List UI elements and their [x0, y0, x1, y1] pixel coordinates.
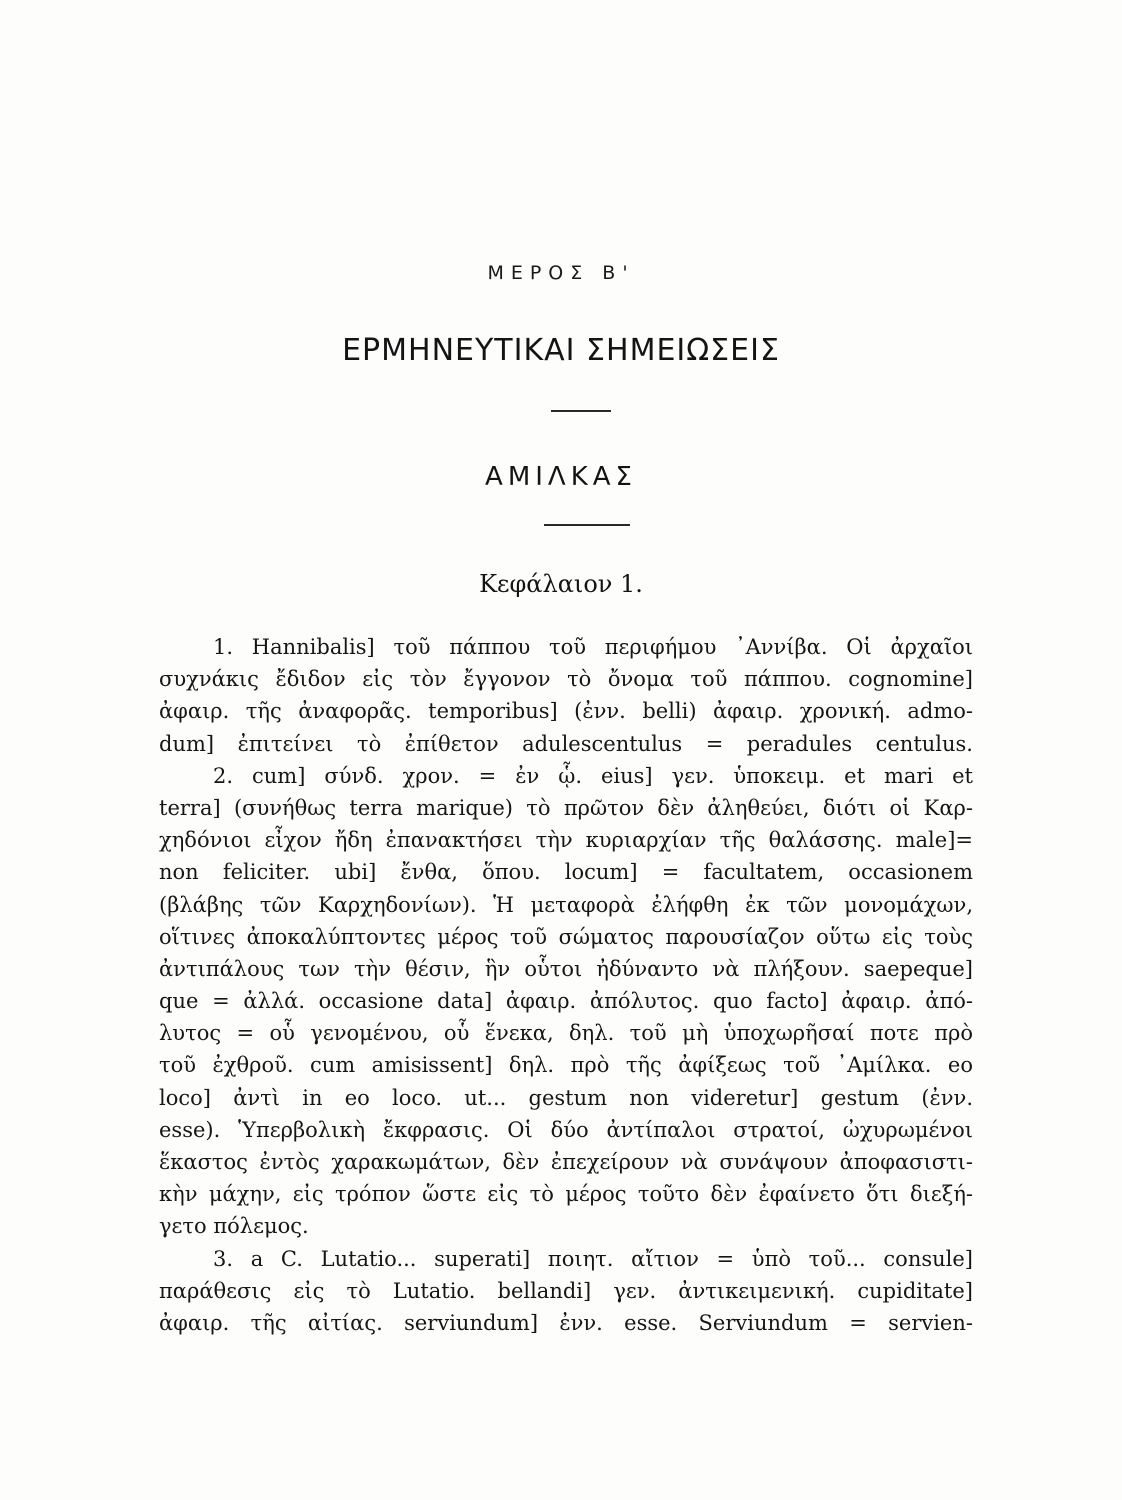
text-line: dum] ἐπιτείνει τὸ ἐπίθετον adulescentulus = peradules centulus.: [159, 731, 973, 756]
main-title: ΕΡΜΗΝΕΥΤΙΚΑΙ ΣΗΜΕΙΩΣΕΙΣ: [342, 333, 780, 368]
text-line: esse). Ὑπερβολικὴ ἔκφρασις. Οἱ δύο ἀντίπαλοι στρατοί, ὠχυρωμένοι: [159, 1117, 973, 1142]
section-title: ΑΜΙΛΚΑΣ: [485, 462, 637, 492]
text-line: que = ἀλλά. occasione data] ἀφαιρ. ἀπόλυτος. quo facto] ἀφαιρ. ἀπό-: [159, 989, 973, 1014]
divider-rule: [544, 524, 630, 526]
text-line: (βλάβης τῶν Καρχηδονίων). Ἡ μεταφορὰ ἐλήφθη ἐκ τῶν μονομάχων,: [159, 892, 973, 917]
text-line: τοῦ ἐχθροῦ. cum amisissent] δηλ. πρὸ τῆς ἀφίξεως τοῦ ᾿Αμίλκα. eo: [159, 1053, 973, 1078]
text-line: ἀφαιρ. τῆς αἰτίας. serviundum] ἐνν. esse. Serviundum = servien-: [159, 1310, 973, 1335]
divider-rule: [551, 410, 611, 412]
text-line: 1. Hannibalis] τοῦ πάππου τοῦ περιφήμου ᾿Αννίβα. Οἱ ἀρχαῖοι: [213, 635, 973, 659]
text-line: κὴν μάχην, εἰς τρόπον ὥστε εἰς τὸ μέρος τοῦτο δὲν ἐφαίνετο ὅτι διεξή-: [159, 1182, 973, 1207]
text-line: παράθεσις εἰς τὸ Lutatio. bellandi] γεν. ἀντικειμενική. cupiditate]: [159, 1278, 973, 1303]
text-line: non feliciter. ubi] ἔνθα, ὅπου. locum] = facultatem, occasionem: [159, 860, 973, 885]
text-line: χηδόνιοι εἶχον ἤδη ἐπανακτήσει τὴν κυριαρχίαν τῆς θαλάσσης. male]=: [159, 828, 973, 853]
text-line: terra] (συνήθως terra marique) τὸ πρῶτον δὲν ἀληθεύει, διότι οἱ Καρ-: [159, 795, 973, 820]
text-line: ἕκαστος ἐντὸς χαρακωμάτων, δὲν ἐπεχείρουν νὰ συνάψουν ἀποφασιστι-: [159, 1150, 973, 1174]
text-line: γετο πόλεμος.: [159, 1214, 309, 1239]
chapter-title: Κεφάλαιον 1.: [479, 570, 643, 598]
text-line: λυτος = οὗ γενομένου, οὗ ἕνεκα, δηλ. τοῦ μὴ ὑποχωρῆσαί ποτε πρὸ: [159, 1021, 973, 1046]
text-line: ἀφαιρ. τῆς ἀναφορᾶς. temporibus] (ἐνν. belli) ἀφαιρ. χρονική. admo-: [159, 699, 973, 724]
text-line: συχνάκις ἔδιδον εἰς τὸν ἔγγονον τὸ ὄνομα τοῦ πάππου. cognomine]: [159, 667, 973, 692]
text-line: 3. a C. Lutatio... superati] ποιητ. αἴτιον = ὑπὸ τοῦ... consule]: [213, 1246, 973, 1271]
text-line: οἵτινες ἀποκαλύπτοντες μέρος τοῦ σώματος παρουσίαζον οὕτω εἰς τοὺς: [159, 924, 973, 949]
commentary-text: [159, 631, 973, 1339]
part-label: ΜΕΡΟΣ Β': [487, 262, 635, 284]
text-line: loco] ἀντὶ in eo loco. ut... gestum non videretur] gestum (ἐνν.: [159, 1085, 973, 1110]
text-line: ἀντιπάλους των τὴν θέσιν, ἣν οὗτοι ἠδύναντο νὰ πλήξουν. saepeque]: [159, 956, 973, 981]
text-line: 2. cum] σύνδ. χρον. = ἐν ᾧ. eius] γεν. ὑποκειμ. et mari et: [213, 763, 973, 788]
